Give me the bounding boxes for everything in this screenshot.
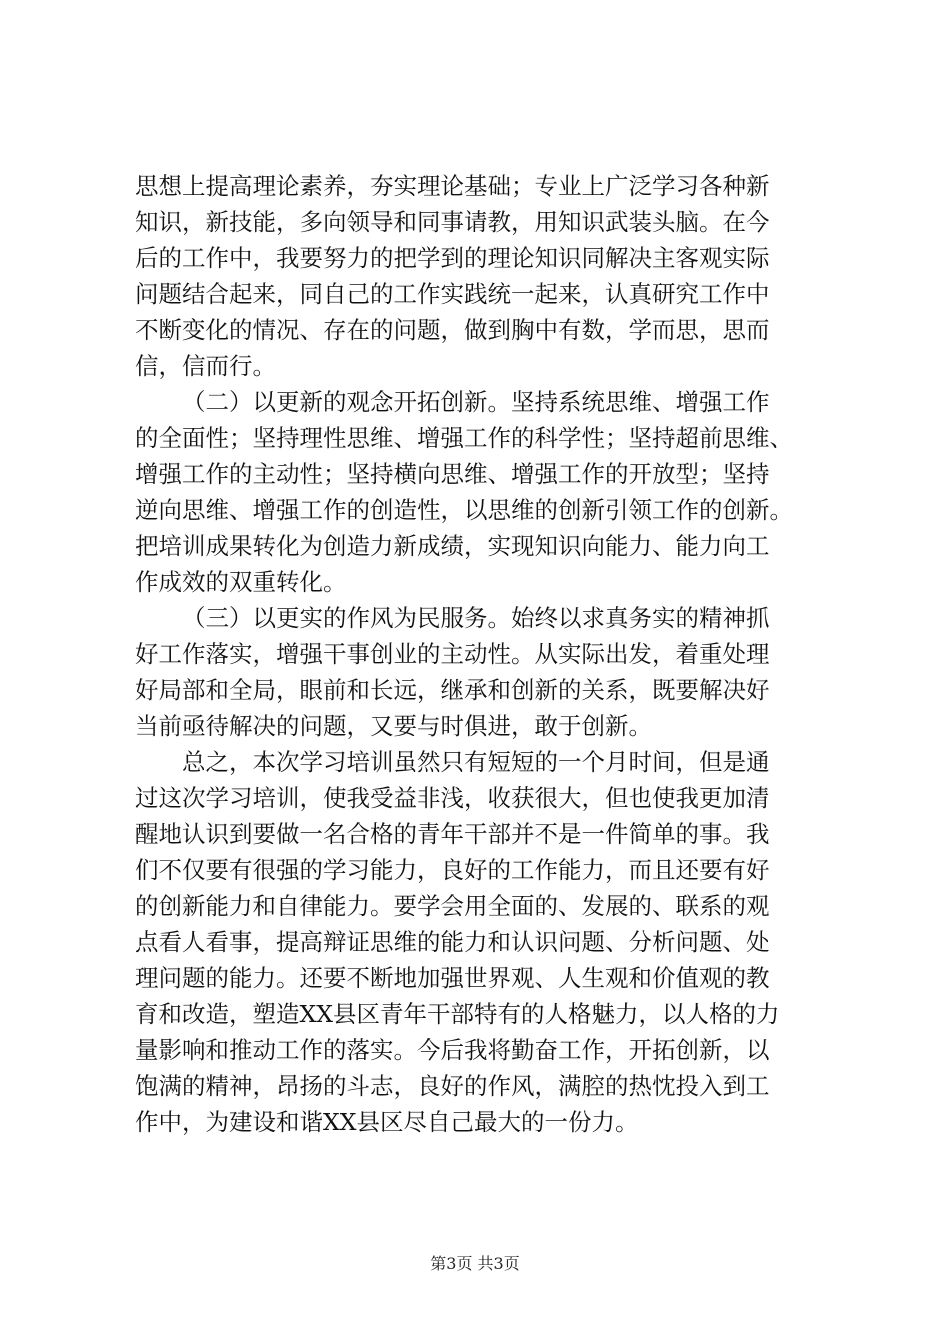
text-line: 过这次学习培训，使我受益非浅，收获很大，但也使我更加清 xyxy=(135,784,770,812)
text-line: 知识，新技能，多向领导和同事请教，用知识武装头脑。在今 xyxy=(135,208,770,236)
text-line: 后的工作中，我要努力的把学到的理论知识同解决主客观实际 xyxy=(135,244,770,272)
paragraph-start-line: 总之，本次学习培训虽然只有短短的一个月时间，但是通 xyxy=(182,748,770,776)
text-line: 量影响和推动工作的落实。今后我将勤奋工作，开拓创新，以 xyxy=(135,1036,770,1064)
text-line: 把培训成果转化为创造力新成绩，实现知识向能力、能力向工 xyxy=(135,532,770,560)
text-line: 饱满的精神，昂扬的斗志，良好的作风，满腔的热忱投入到工 xyxy=(135,1072,770,1100)
text-line: 点看人看事，提高辩证思维的能力和认识问题、分析问题、处 xyxy=(135,928,770,956)
text-line: 作成效的双重转化。 xyxy=(135,568,347,596)
text-line: 问题结合起来，同自己的工作实践统一起来，认真研究工作中 xyxy=(135,280,770,308)
page-number-footer: 第3页 共3页 xyxy=(430,1254,520,1273)
text-line: 思想上提高理论素养，夯实理论基础；专业上广泛学习各种新 xyxy=(135,172,770,200)
text-line: 作中，为建设和谐XX县区尽自己最大的一份力。 xyxy=(135,1108,639,1136)
text-line: 增强工作的主动性；坚持横向思维、增强工作的开放型；坚持 xyxy=(135,460,770,488)
paragraph-start-line: （三）以更实的作风为民服务。始终以求真务实的精神抓 xyxy=(182,604,770,632)
document-body xyxy=(135,168,835,1140)
text-line: 的创新能力和自律能力。要学会用全面的、发展的、联系的观 xyxy=(135,892,770,920)
text-line: 们不仅要有很强的学习能力，良好的工作能力，而且还要有好 xyxy=(135,856,770,884)
text-line: 醒地认识到要做一名合格的青年干部并不是一件简单的事。我 xyxy=(135,820,770,848)
text-line: 育和改造，塑造XX县区青年干部特有的人格魅力，以人格的力 xyxy=(135,1000,780,1028)
text-line: 好工作落实，增强干事创业的主动性。从实际出发，着重处理 xyxy=(135,640,770,668)
text-line: 理问题的能力。还要不断地加强世界观、人生观和价值观的教 xyxy=(135,964,770,992)
text-line: 好局部和全局，眼前和长远，继承和创新的关系，既要解决好 xyxy=(135,676,770,704)
text-line: 的全面性；坚持理性思维、增强工作的科学性；坚持超前思维、 xyxy=(135,424,793,452)
text-line: 逆向思维、增强工作的创造性，以思维的创新引领工作的创新。 xyxy=(135,496,793,524)
text-line: 当前亟待解决的问题，又要与时俱进，敢于创新。 xyxy=(135,712,652,740)
text-line: 不断变化的情况、存在的问题，做到胸中有数，学而思，思而 xyxy=(135,316,770,344)
text-line: 信，信而行。 xyxy=(135,352,276,380)
paragraph-start-line: （二）以更新的观念开拓创新。坚持系统思维、增强工作 xyxy=(182,388,770,416)
